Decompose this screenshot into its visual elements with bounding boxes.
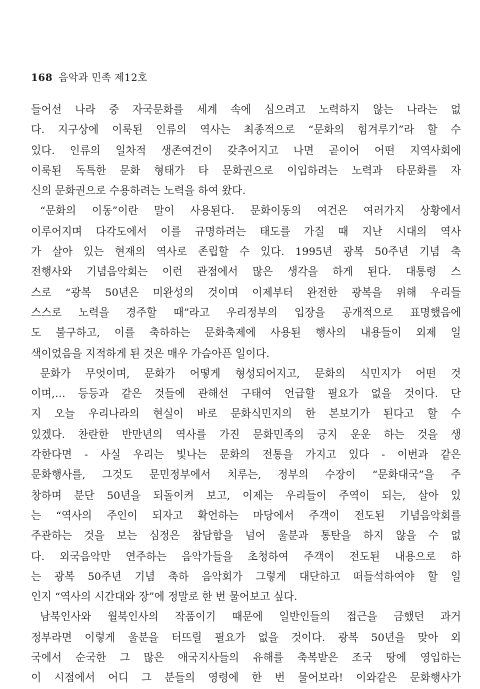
body-text	[31, 100, 461, 689]
text-line: 이루어지며 다각도에서 이를 규명하려는 태도를 가질 때 지난 시대의 역사	[31, 225, 461, 238]
text-line: 있다. 인류의 일차적 생존여건이 갖추어지고 나면 곧이어 어떤 지역사회에	[31, 144, 461, 157]
page-number: 168	[31, 73, 53, 84]
text-line: “문화의 이동”이란 말이 사용된다. 문화이동의 여건은 여러가지 상황에서	[40, 205, 461, 218]
text-line: 들어선 나라 중 자국문화를 세계 속에 심으려고 노력하지 않는 나라는 없	[31, 104, 461, 116]
text-line: 는 “역사의 주인이 되자고 확언하는 마당에서 주객이 전도된 기념음악회를	[31, 509, 461, 522]
text-line: 각한다면 - 사실 우리는 빛나는 문화의 전통을 가지고 있다 - 이번과 같은	[31, 449, 461, 462]
text-line: 가 살아 있는 현재의 역사로 존립할 수 있다. 1995년 광복 50주년 기념 축	[31, 246, 461, 259]
text-line: 있겠다. 찬란한 반만년의 역사를 가진 문화민족의 긍지 운운 하는 것을 생	[31, 428, 461, 441]
text-line: 이 시점에서 어디 그 분들의 영령에 한 번 물어보라! 이와같은 문화행사가	[31, 672, 461, 685]
paragraph-1	[31, 100, 461, 201]
text-line: 스로 “광복 50년은 미완성의 것이며 이제부터 완전한 광복을 위해 우리들	[31, 286, 461, 299]
paragraph-2	[31, 201, 461, 363]
text-line: 다. 외국음악만 연주하는 음악가들을 초청하여 주객이 전도된 내용으로 하	[31, 550, 461, 563]
text-line: 이룩된 독특한 문화 형태가 타 문화권으로 이입하려는 노력과 타문화를 자	[31, 164, 461, 177]
paragraph-4	[31, 607, 461, 688]
text-line: 는 광복 50주년 기념 축하 음악회가 그렇게 대단하고 떠들석하여야 할 일	[31, 570, 461, 583]
text-line: 지 오늘 우리나라의 현실이 바로 문화식민지의 한 본보기가 된다고 할 수	[31, 408, 461, 421]
running-head	[31, 72, 147, 86]
text-line: 국에서 순국한 그 많은 애국지사들의 유해를 축복받은 조국 땅에 영입하는	[31, 652, 461, 665]
text-line: 도 불구하고, 이를 축하하는 문화축제에 사용된 행사의 내용들이 외제 일	[31, 327, 461, 340]
text-line: 문화가 무엇이며, 문화가 어떻게 형성되어지고, 문화의 식민지가 어떤 것	[40, 367, 461, 380]
text-line: 이며,… 등등과 같은 것들에 관해선 구태여 언급할 필요가 없을 것이다. 단	[31, 388, 461, 401]
text-line: 창하며 분단 50년을 되돌이켜 보고, 이제는 우리들이 주역이 되는, 살아 있	[31, 489, 461, 502]
text-line: 색이었음을 지적하게 된 것은 매우 가슴아픈 일이다.	[31, 347, 270, 360]
running-head-title: 음악과 민족 제12호	[58, 73, 148, 84]
text-line: 스스로 노력을 경주할 때”라고 우리정부의 입장을 공개적으로 표명했음에	[31, 306, 461, 319]
text-line: 정부라면 이렇게 울분을 터뜨릴 필요가 없을 것이다. 광복 50년을 맞아 외	[31, 631, 461, 644]
text-line: 인지 “역사의 시간대와 장”에 정말로 한 번 물어보고 싶다.	[31, 591, 298, 604]
paragraph-3	[31, 364, 461, 608]
text-line: 남북인사와 월북인사의 작품이기 때문에 일반인들의 접근을 금했던 과거	[40, 611, 461, 624]
text-line: 다. 지구상에 이룩된 인류의 역사는 최종적으로 “문화의 힘겨루기”라 할 수	[31, 124, 461, 137]
text-line: 주관하는 것을 보는 심정은 참담함을 넘어 울분과 통탄을 하지 않을 수 없	[31, 530, 461, 543]
text-line: 신의 문화권으로 수용하려는 노력을 하여 왔다.	[31, 185, 246, 198]
text-line: 문화행사를, 그것도 문민정부에서 치루는, 정부의 수장이 “문화대국”을 주	[31, 469, 461, 482]
text-line: 전행사와 기념음악회는 이런 관점에서 많은 생각을 하게 된다. 대통령 스	[31, 266, 461, 279]
